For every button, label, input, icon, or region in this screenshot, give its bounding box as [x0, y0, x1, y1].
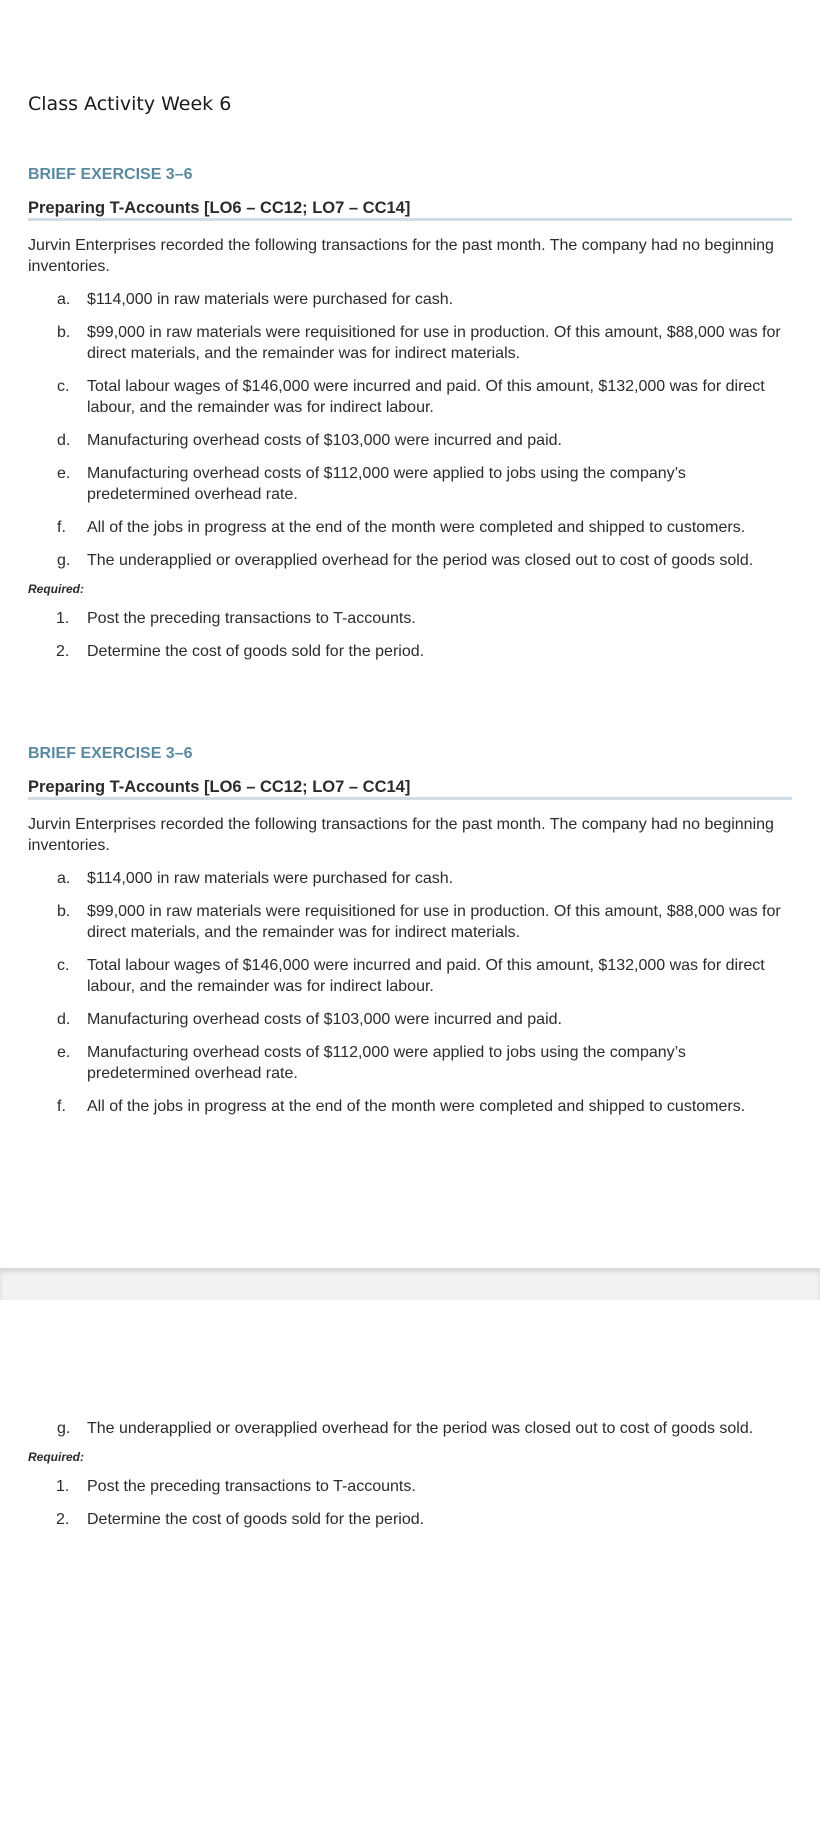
exercise-number: BRIEF EXERCISE 3–6 [28, 745, 193, 762]
list-item-text: Post the preceding transactions to T-accounts. [87, 1478, 416, 1495]
required-label: Required: [28, 1450, 85, 1464]
list-marker: b. [57, 324, 71, 341]
list-item-text: $99,000 in raw materials were requisitioned for use in production. Of this amount, $88,000 was for direct materials, and the remainder was for indirect materials. [87, 903, 781, 941]
transaction-list [28, 289, 792, 571]
required-label: Required: [28, 582, 85, 596]
list-item-text: $114,000 in raw materials were purchased for cash. [87, 291, 454, 308]
exercise-block [28, 742, 792, 1129]
list-marker: 1. [56, 1478, 70, 1495]
list-item [28, 1009, 792, 1030]
list-item [28, 322, 792, 364]
list-item-text: Total labour wages of $146,000 were incurred and paid. Of this amount, $132,000 was for direct labour, and the remainder was for indirect labour. [87, 378, 765, 416]
list-item-text: Manufacturing overhead costs of $103,000 were incurred and paid. [87, 1011, 562, 1028]
exercise-heading: Preparing T-Accounts [LO6 – CC12; LO7 – CC14] [28, 195, 792, 221]
list-marker: f. [57, 1098, 66, 1115]
list-item [28, 868, 792, 889]
list-item [28, 1418, 792, 1439]
list-marker: e. [57, 1044, 71, 1061]
list-marker: a. [57, 870, 71, 887]
page-break [0, 1268, 820, 1300]
list-marker: g. [57, 552, 71, 569]
exercise-continuation [28, 1418, 792, 1542]
required-steps [28, 1476, 792, 1530]
list-marker: 2. [56, 1511, 70, 1528]
list-item-text: Total labour wages of $146,000 were incurred and paid. Of this amount, $132,000 was for direct labour, and the remainder was for indirect labour. [87, 957, 765, 995]
list-item [28, 1509, 792, 1530]
list-item-text: Manufacturing overhead costs of $112,000 were applied to jobs using the company’s predetermined overhead rate. [87, 465, 686, 503]
list-marker: d. [57, 1011, 71, 1028]
list-marker: c. [57, 378, 70, 395]
list-marker: 2. [56, 643, 70, 660]
list-item-text: The underapplied or overapplied overhead for the period was closed out to cost of goods sold. [87, 552, 754, 569]
exercise-intro: Jurvin Enterprises recorded the following transactions for the past month. The company had no beginning inventories. [28, 237, 774, 275]
list-marker: d. [57, 432, 71, 449]
document-page-2 [0, 1300, 820, 1824]
transaction-list [28, 1418, 792, 1439]
list-item-text: All of the jobs in progress at the end of the month were completed and shipped to customers. [87, 519, 746, 536]
required-steps [28, 608, 792, 662]
list-item-text: Determine the cost of goods sold for the period. [87, 643, 425, 660]
list-item [28, 955, 792, 997]
list-item [28, 1042, 792, 1084]
list-item-text: $99,000 in raw materials were requisitioned for use in production. Of this amount, $88,000 was for direct materials, and the remainder was for indirect materials. [87, 324, 781, 362]
list-item-text: All of the jobs in progress at the end of the month were completed and shipped to customers. [87, 1098, 746, 1115]
list-item [28, 1476, 792, 1497]
exercise-block [28, 163, 792, 674]
list-item-text: Post the preceding transactions to T-accounts. [87, 610, 416, 627]
list-item [28, 430, 792, 451]
list-marker: c. [57, 957, 70, 974]
transaction-list [28, 868, 792, 1117]
list-item-text: Determine the cost of goods sold for the period. [87, 1511, 425, 1528]
list-item-text: Manufacturing overhead costs of $103,000 were incurred and paid. [87, 432, 562, 449]
list-marker: 1. [56, 610, 70, 627]
list-marker: g. [57, 1420, 71, 1437]
list-marker: e. [57, 465, 71, 482]
list-item-text: Manufacturing overhead costs of $112,000 were applied to jobs using the company’s predetermined overhead rate. [87, 1044, 686, 1082]
exercise-heading: Preparing T-Accounts [LO6 – CC12; LO7 – CC14] [28, 774, 792, 800]
list-item [28, 608, 792, 629]
list-item [28, 641, 792, 662]
list-marker: f. [57, 519, 66, 536]
document-title: Class Activity Week 6 [28, 93, 232, 115]
list-item [28, 376, 792, 418]
list-marker: b. [57, 903, 71, 920]
list-marker: a. [57, 291, 71, 308]
list-item [28, 517, 792, 538]
list-item-text: The underapplied or overapplied overhead for the period was closed out to cost of goods sold. [87, 1420, 754, 1437]
list-item [28, 550, 792, 571]
exercise-intro: Jurvin Enterprises recorded the following transactions for the past month. The company had no beginning inventories. [28, 816, 774, 854]
list-item [28, 901, 792, 943]
list-item-text: $114,000 in raw materials were purchased for cash. [87, 870, 454, 887]
list-item [28, 1096, 792, 1117]
list-item [28, 463, 792, 505]
exercise-number: BRIEF EXERCISE 3–6 [28, 166, 193, 183]
list-item [28, 289, 792, 310]
